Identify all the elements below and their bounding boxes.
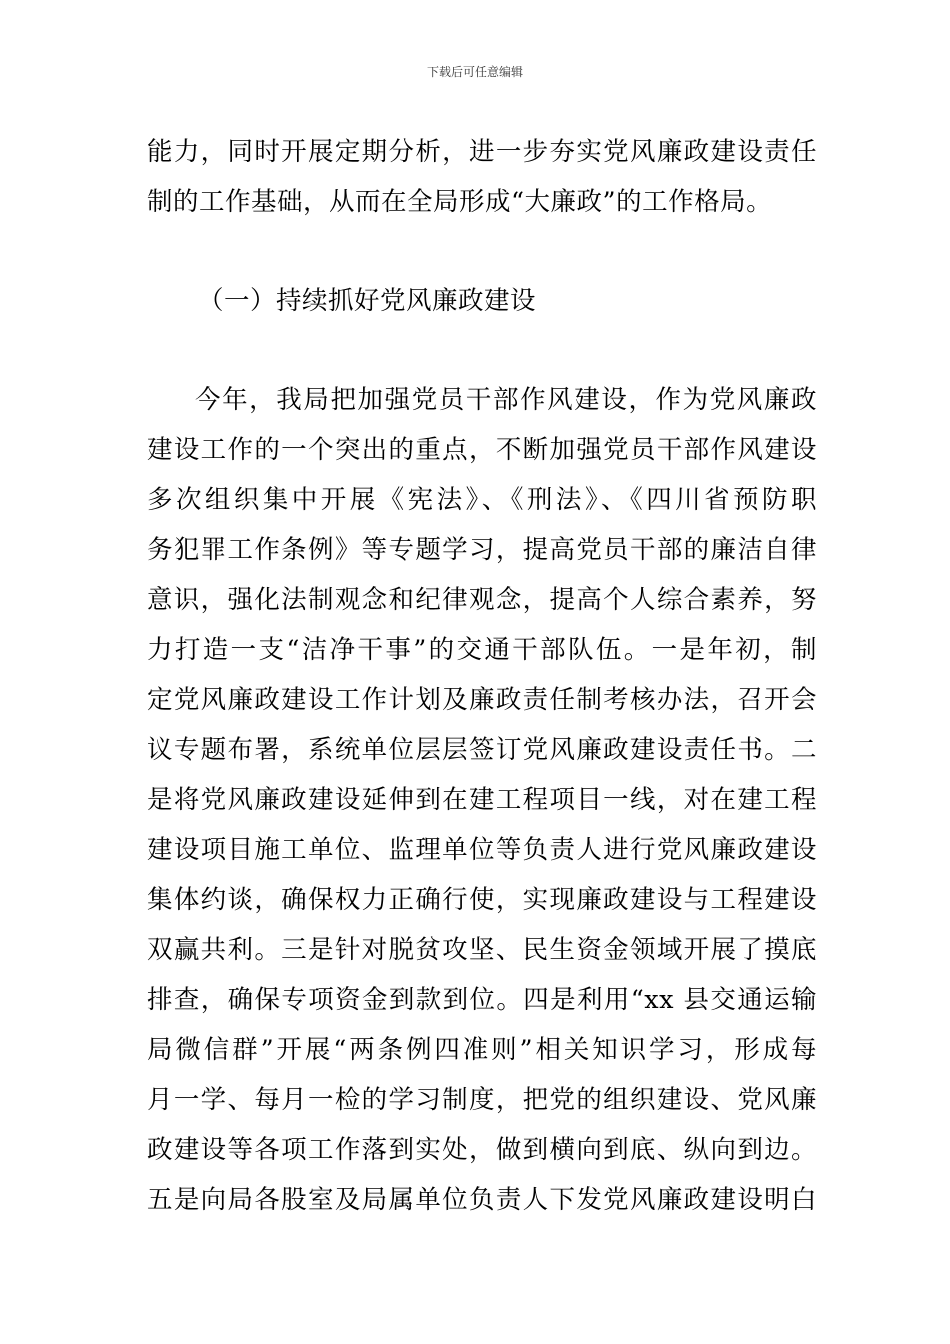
paragraph-2-line-5: 意识，强化法制观念和纪律观念，提高个人综合素养，努: [147, 585, 817, 615]
paragraph-2-line-6: 力打造一支“洁净干事”的交通干部队伍。一是年初，制: [147, 635, 817, 665]
paragraph-2-line-16: 政建设等各项工作落到实处，做到横向到底、纵向到边。: [147, 1135, 817, 1165]
paragraph-2-line-11: 集体约谈，确保权力正确行使，实现廉政建设与工程建设: [147, 885, 817, 915]
paragraph-2-line-12: 双赢共利。三是针对脱贫攻坚、民生资金领域开展了摸底: [147, 935, 817, 965]
paragraph-2-line-2: 建设工作的一个突出的重点，不断加强党员干部作风建设: [147, 435, 817, 465]
paragraph-2-line-1: 今年，我局把加强党员干部作风建设，作为党风廉政: [195, 385, 817, 415]
paragraph-2-line-14: 局微信群”开展“两条例四准则”相关知识学习，形成每: [147, 1035, 817, 1065]
paragraph-1-line-2: 制的工作基础，从而在全局形成“大廉政”的工作格局。: [147, 187, 773, 217]
paragraph-2-line-4: 务犯罪工作条例》等专题学习，提高党员干部的廉洁自律: [147, 535, 817, 565]
section-heading: （一）持续抓好党风廉政建设: [198, 286, 537, 316]
paragraph-1-line-1: 能力，同时开展定期分析，进一步夯实党风廉政建设责任: [147, 137, 817, 167]
paragraph-2-line-8: 议专题布署，系统单位层层签订党风廉政建设责任书。二: [147, 735, 817, 765]
page-header-note: 下载后可任意编辑: [426, 65, 523, 79]
paragraph-2-line-13: 排查，确保专项资金到款到位。四是利用“xx 县交通运输: [147, 985, 817, 1015]
paragraph-2-line-7: 定党风廉政建设工作计划及廉政责任制考核办法，召开会: [147, 685, 817, 715]
paragraph-2-line-3: 多次组织集中开展《宪法》、《刑法》、《四川省预防职: [147, 485, 817, 515]
paragraph-2-line-15: 月一学、每月一检的学习制度，把党的组织建设、党风廉: [147, 1085, 817, 1115]
paragraph-2-line-9: 是将党风廉政建设延伸到在建工程项目一线，对在建工程: [147, 785, 817, 815]
paragraph-2-line-17: 五是向局各股室及局属单位负责人下发党风廉政建设明白: [147, 1185, 817, 1215]
paragraph-2-line-10: 建设项目施工单位、监理单位等负责人进行党风廉政建设: [147, 835, 817, 865]
